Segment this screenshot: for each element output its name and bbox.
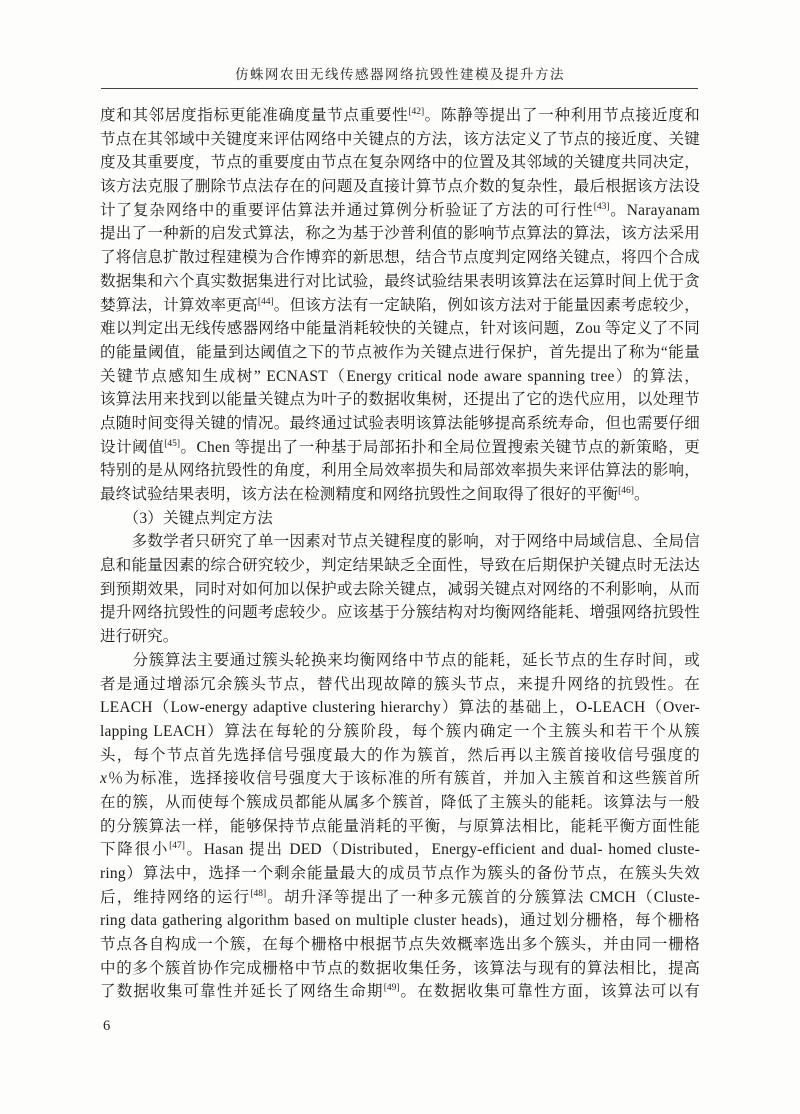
citation-ref: [47] bbox=[169, 841, 185, 852]
text-segment: 数据集和六个真实数据集进行对比试验，最终试验结果表明该算法在运算时间上优于贪 bbox=[100, 272, 700, 290]
text-segment: 节点各自构成一个簇，在每个栅格中根据节点失效概率选出多个簇头，并由同一栅格 bbox=[100, 936, 700, 954]
text-line bbox=[100, 862, 700, 886]
body-text bbox=[100, 104, 700, 1004]
text-line bbox=[100, 957, 700, 981]
citation-ref: [43] bbox=[593, 201, 610, 212]
citation-ref: [42] bbox=[408, 107, 425, 117]
text-segment: 特别的是从网络抗毁性的角度，利用全局效率损失和局部效率损失来评估算法的影响， bbox=[100, 462, 700, 480]
text-line bbox=[100, 317, 700, 341]
math-variable: x bbox=[100, 770, 108, 788]
text-line bbox=[100, 696, 700, 720]
text-line bbox=[100, 767, 700, 791]
citation-ref: [44] bbox=[257, 296, 274, 307]
text-line bbox=[100, 436, 700, 460]
text-segment: 。Narayanam bbox=[609, 201, 700, 219]
header-divider bbox=[101, 88, 698, 89]
text-segment: 。 bbox=[633, 486, 650, 503]
text-line bbox=[100, 554, 700, 578]
text-line bbox=[100, 530, 700, 554]
text-line bbox=[100, 388, 700, 412]
text-segment: 婪算法，计算效率更高 bbox=[100, 296, 258, 314]
text-segment: 后，维持网络的运行 bbox=[100, 888, 251, 906]
text-line bbox=[100, 222, 700, 246]
text-line bbox=[100, 104, 700, 128]
text-line bbox=[100, 933, 700, 957]
text-segment: 中的多个簇首协作完成栅格中节点的数据收集任务，该算法与现有的算法相比，提高 bbox=[100, 959, 700, 977]
text-segment: 在的簇，从而使每个簇成员都能从属多个簇首，降低了主簇头的能耗。该算法与一般 bbox=[100, 793, 700, 811]
text-segment: 该算法用来找到以能量关键点为叶子的数据收集树，还提出了它的迭代应用，以处理节 bbox=[100, 391, 700, 409]
text-segment: 息和能量因素的综合研究较少，判定结果缺乏全面性，导致在后期保护关键点时无法达 bbox=[100, 557, 700, 575]
text-segment: LEACH（Low-energy adaptive clustering hierarchy）算法的基础上，O-LEACH（Over- bbox=[100, 699, 700, 717]
text-line bbox=[100, 270, 700, 294]
text-segment: 点随时间变得关键的情况。最终通过试验表明该算法能够提高系统寿命，但也需要仔细 bbox=[100, 414, 700, 432]
text-segment: 难以判定出无线传感器网络中能量消耗较快的关键点，针对该问题，Zou 等定义了不同 bbox=[100, 320, 700, 338]
text-line bbox=[100, 720, 700, 744]
text-segment: 。陈静等提出了一种利用节点接近度和 bbox=[424, 107, 700, 124]
text-segment: 下降很小 bbox=[100, 841, 170, 859]
citation-ref: [46] bbox=[618, 486, 634, 496]
text-line bbox=[100, 412, 700, 436]
text-segment: 头，每个节点首先选择信号强度最大的作为簇首，然后再以主簇首接收信号强度的 bbox=[100, 746, 700, 764]
text-segment: 设计阈值 bbox=[100, 438, 165, 456]
text-line bbox=[100, 649, 700, 673]
text-segment: 。Chen 等提出了一种基于局部拓扑和全局位置搜索关键节点的新策略，更 bbox=[180, 438, 700, 456]
running-header-title: 仿蛛网农田无线传感器网络抗毁性建模及提升方法 bbox=[235, 67, 565, 82]
text-segment: ％为标准，选择接收信号强度大于该标准的所有簇首，并加入主簇首和这些簇首所 bbox=[107, 770, 700, 788]
text-segment: （3）关键点判定方法 bbox=[100, 509, 273, 527]
page-number: 6 bbox=[103, 1018, 111, 1034]
text-line bbox=[100, 744, 700, 768]
text-line bbox=[100, 365, 700, 389]
text-line bbox=[100, 673, 700, 697]
text-segment: 最终试验结果表明，该方法在检测精度和网络抗毁性之间取得了很好的平衡 bbox=[100, 486, 619, 503]
text-segment: 了数据收集可靠性并延长了网络生命期 bbox=[100, 983, 384, 1001]
text-segment: 的分簇算法一样，能够保持节点能量消耗的平衡，与原算法相比，能耗平衡方面性能 bbox=[100, 817, 700, 835]
text-segment: lapping LEACH）算法在每轮的分簇阶段，每个簇内确定一个主簇头和若干个从簇 bbox=[100, 722, 700, 740]
text-segment: 计了复杂网络中的重要评估算法并通过算例分析验证了方法的可行性 bbox=[100, 201, 594, 219]
text-segment: 分簇算法主要通过簇头轮换来均衡网络中节点的能耗，延长节点的生存时间，或 bbox=[100, 651, 700, 669]
text-line bbox=[100, 909, 700, 933]
text-segment: 的能量阈值，能量到达阈值之下的节点被作为关键点进行保护，首先提出了称为“能量 bbox=[100, 343, 700, 361]
text-segment: 多数学者只研究了单一因素对节点关键程度的影响，对于网络中局域信息、全局信 bbox=[100, 533, 700, 551]
text-segment: 度及其重要度，节点的重要度由节点在复杂网络中的位置及其邻域的关键度共同决定， bbox=[100, 154, 700, 172]
text-line bbox=[100, 246, 700, 270]
text-segment: 提升网络抗毁性的问题考虑较少。应该基于分簇结构对均衡网络能耗、增强网络抗毁性 bbox=[100, 604, 700, 622]
text-line bbox=[100, 294, 700, 318]
text-segment: 提出了一种新的启发式算法，称之为基于沙普利值的影响节点算法的算法，该方法采用 bbox=[100, 225, 700, 243]
text-segment: 。胡升泽等提出了一种多元簇首的分簇算法 CMCH（Cluste- bbox=[266, 888, 700, 906]
text-segment: 。但该方法有一定缺陷，例如该方法对于能量因素考虑较少， bbox=[273, 296, 700, 314]
text-line bbox=[100, 980, 700, 1004]
text-line bbox=[100, 886, 700, 910]
text-line bbox=[100, 601, 700, 625]
text-segment: 。Hasan 提出 DED（Distributed，Energy-efficient and dual- homed cluste- bbox=[184, 841, 700, 859]
text-line bbox=[100, 199, 700, 223]
text-line bbox=[100, 815, 700, 839]
text-line bbox=[100, 507, 700, 531]
citation-ref: [48] bbox=[250, 888, 267, 899]
text-line bbox=[100, 791, 700, 815]
text-line bbox=[100, 838, 700, 862]
text-line bbox=[100, 625, 700, 649]
text-line bbox=[100, 341, 700, 365]
text-segment: 者是通过增添冗余簇头节点，替代出现故障的簇头节点，来提升网络的抗毁性。在 bbox=[100, 675, 700, 693]
text-line bbox=[100, 459, 700, 483]
text-line bbox=[100, 128, 700, 152]
text-segment: 该方法克服了删除节点法存在的问题及直接计算节点介数的复杂性，最后根据该方法设 bbox=[100, 178, 700, 196]
text-segment: ring data gathering algorithm based on multiple cluster heads)，通过划分栅格，每个栅格 bbox=[100, 912, 700, 930]
text-segment: 节点在其邻域中关键度来评估网络中关键点的方法，该方法定义了节点的接近度、关键 bbox=[100, 130, 700, 148]
text-segment: ring）算法中，选择一个剩余能量最大的成员节点作为簇头的备份节点，在簇头失效 bbox=[100, 865, 700, 882]
text-line bbox=[100, 578, 700, 602]
text-segment: 了将信息扩散过程建模为合作博弈的新思想，结合节点度判定网络关键点，将四个合成 bbox=[100, 249, 700, 267]
text-segment: 进行研究。 bbox=[100, 628, 179, 646]
text-line bbox=[100, 151, 700, 175]
text-segment: 。在数据收集可靠性方面，该算法可以有 bbox=[399, 983, 700, 1001]
citation-ref: [49] bbox=[383, 983, 400, 994]
text-segment: 度和其邻居度指标更能准确度量节点重要性 bbox=[100, 107, 409, 124]
text-line bbox=[100, 175, 700, 199]
citation-ref: [45] bbox=[164, 438, 181, 449]
text-segment: 关键节点感知生成树” ECNAST（Energy critical node aware spanning tree）的算法， bbox=[100, 367, 700, 385]
text-segment: 到预期效果，同时对如何加以保护或去除关键点，减弱关键点对网络的不利影响，从而 bbox=[100, 580, 700, 598]
text-line bbox=[100, 483, 700, 507]
